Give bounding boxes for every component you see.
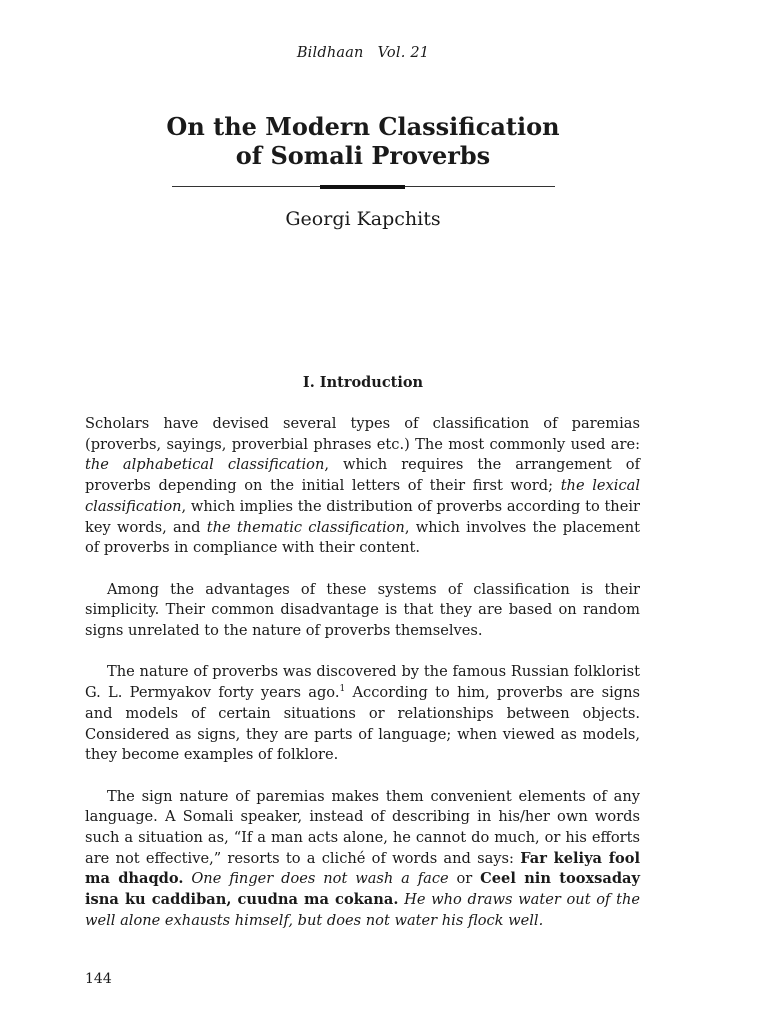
footnote-marker[interactable]: 1 — [339, 684, 346, 695]
somali-proverb: Far keliya fool ma dhaqdo. — [85, 849, 640, 888]
paragraph-3: The nature of proverbs was discovered by the famous Russian folklorist G. L. Permyakov forty years ago.$^1$ According to him, proverbs are signs and models of certain situations or relationships between objects. Considered as signs, they are parts of language; when viewed as models, they become examples of folklore. — [85, 663, 640, 764]
proverb-translation: He who draws water out of the well alone exhausts himself, but does not water his flock well. — [85, 891, 641, 929]
italic-term: the alphabetical classification — [85, 456, 325, 474]
page-number: 144 — [85, 971, 112, 987]
title-line-2: of Somali Proverbs — [235, 141, 491, 170]
section-heading: I. Introduction — [302, 374, 424, 391]
running-head — [0, 45, 726, 61]
article-body — [85, 414, 640, 952]
article-title — [0, 112, 726, 170]
paragraph-1: Scholars have devised several types of classification of paremias (proverbs, sayings, proverbial phrases etc.) The most commonly used are: the alphabetical classification, which requires the arrangement of proverbs depending on the initial letters of their first word; the lexical classification, which implies the distribution of proverbs according to their key words, and the thematic classification, which involves the placement of proverbs in compliance with their content. — [85, 415, 640, 557]
italic-term: the lexical classification — [85, 477, 640, 515]
journal-name: Bildhaan — [296, 45, 364, 61]
journal-volume: Vol. 21 — [377, 45, 430, 61]
proverb-translation: One finger does not wash a face — [191, 870, 449, 888]
title-rule-bar — [320, 185, 405, 189]
paragraph-2: Among the advantages of these systems of classification is their simplicity. Their common disadvantage is that they are based on random signs unrelated to the nature of proverbs themselves. — [85, 580, 640, 640]
paragraph-4: The sign nature of paremias makes them convenient elements of any language. A Somali speaker, instead of describing in his/her own words such a situation as, “If a man acts alone, he cannot do much, or his efforts are not effective,” resorts to a cliché of words and says: Far keliya fool ma dhaqdo. One finger does not wash a face or Ceel nin tooxsaday isna ku caddiban, cuudna ma cokana. He who draws water out of the well alone exhausts himself, but does not water his flock well. — [85, 787, 641, 929]
somali-proverb: Ceel nin tooxsaday isna ku caddiban, cuudna ma cokana. — [85, 870, 640, 909]
title-line-1: On the Modern Classification — [166, 112, 560, 141]
author-name: Georgi Kapchits — [285, 208, 441, 230]
italic-term: the thematic classification — [206, 518, 405, 536]
